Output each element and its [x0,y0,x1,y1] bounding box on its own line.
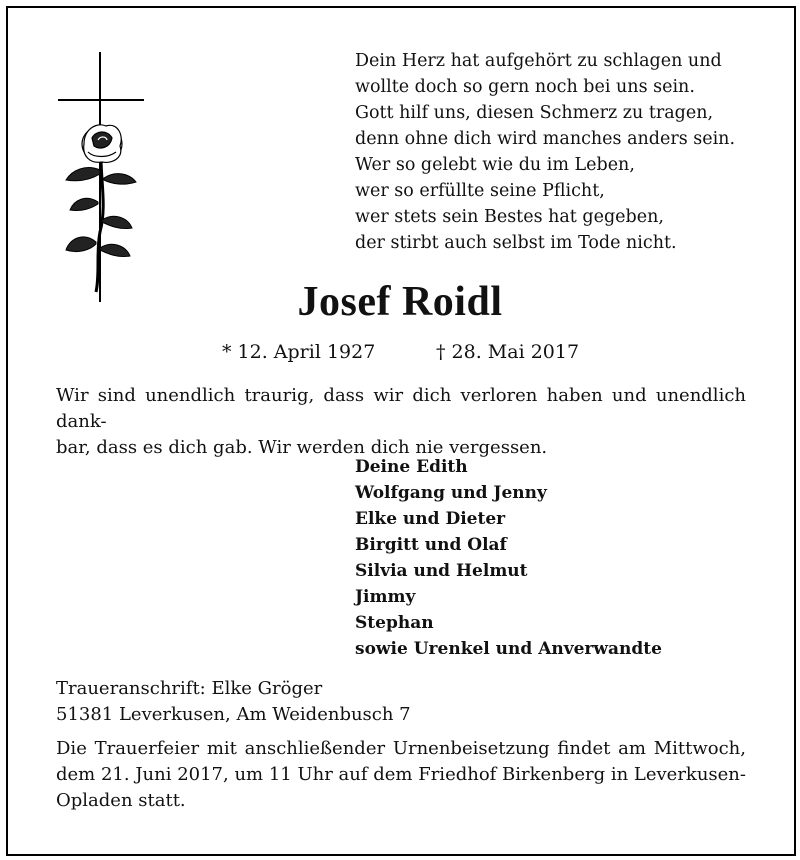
address-line: Traueranschrift: Elke Gröger [56,678,323,699]
family-member: sowie Urenkel und Anverwandte [355,639,662,659]
poem-line: der stirbt auch selbst im Tode nicht. [355,233,677,253]
address-line: 51381 Leverkusen, Am Weidenbusch 7 [56,704,411,725]
family-member: Silvia und Helmut [355,561,528,581]
intro-line: Wir sind unendlich traurig, dass wir dich verloren haben und unendlich dank- [56,385,746,432]
family-list [355,454,662,662]
funeral-notice [56,736,746,814]
poem-line: Gott hilf uns, diesen Schmerz zu tragen, [355,103,714,123]
family-member: Elke und Dieter [355,509,506,529]
memorial-poem [355,48,735,256]
family-member: Wolfgang und Jenny [355,483,547,503]
birth-date: * 12. April 1927 [222,341,376,363]
notice-line: Opladen statt. [56,790,186,811]
notice-line: dem 21. Juni 2017, um 11 Uhr auf dem Friedhof Birkenberg in Leverkusen- [56,764,746,785]
cross-with-rose-icon [50,52,160,302]
mourning-address [56,676,411,728]
family-member: Jimmy [355,587,416,607]
family-member: Birgitt und Olaf [355,535,507,555]
notice-line: Die Trauerfeier mit anschließender Urnenbeisetzung findet am Mittwoch, [56,738,746,759]
poem-line: Wer so gelebt wie du im Leben, [355,155,635,175]
family-member: Deine Edith [355,457,468,477]
poem-line: Dein Herz hat aufgehört zu schlagen und [355,51,722,71]
poem-line: wer stets sein Bestes hat gegeben, [355,207,664,227]
deceased-name: Josef Roidl [297,279,503,325]
intro-text [56,383,746,461]
poem-line: wer so erfüllte seine Pflicht, [355,181,605,201]
poem-line: denn ohne dich wird manches anders sein. [355,129,736,149]
poem-line: wollte doch so gern noch bei uns sein. [355,77,695,97]
death-date: † 28. Mai 2017 [436,341,580,363]
intro-line: bar, dass es dich gab. Wir werden dich nie vergessen. [56,437,548,458]
family-member: Stephan [355,613,434,633]
